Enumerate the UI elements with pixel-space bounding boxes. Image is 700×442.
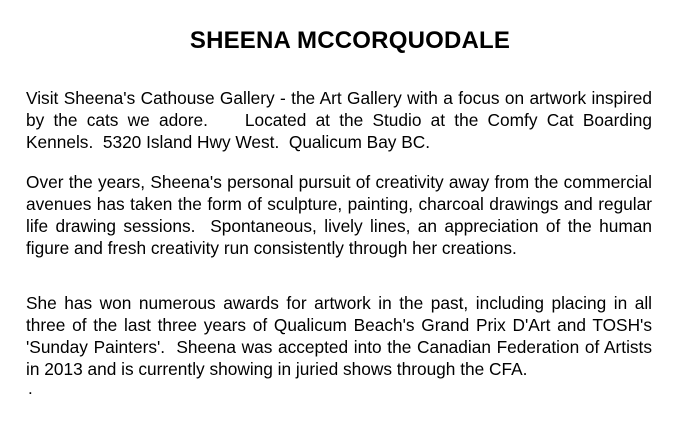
trailing-period: . xyxy=(28,379,33,398)
paragraph-awards: She has won numerous awards for artwork in the past, including placing in all three of the last three years of Qualicum Beach's Grand Prix D'Art and TOSH's 'Sunday Painters'. Sheena was accepted into the Canadian Federation of Artists in 2013 and is currently showing in juried shows through the CFA. xyxy=(26,293,652,379)
paragraph-gallery-visit: Visit Sheena's Cathouse Gallery - the Art Gallery with a focus on artwork inspired by the cats we adore. Located at the Studio at the Comfy Cat Boarding Kennels. 5320 Island Hwy West. Qualicum Bay BC. xyxy=(26,88,652,152)
page-title: SHEENA MCCORQUODALE xyxy=(189,27,511,54)
paragraph-creative-pursuit: Over the years, Sheena's personal pursuit of creativity away from the commercial avenues has taken the form of sculpture, painting, charcoal drawings and regular life drawing sessions. Spontaneous, lively lines, an appreciation of the human figure and fresh creativity run consistently through her creations. xyxy=(26,172,652,258)
